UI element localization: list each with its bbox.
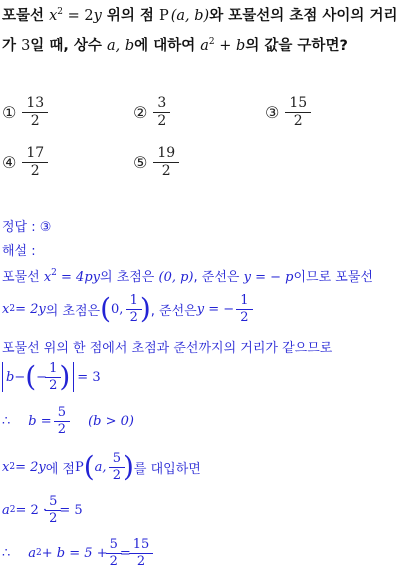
- option-5[interactable]: [133, 146, 177, 178]
- math-expr: y = −: [196, 301, 235, 317]
- abs-bar-left: [2, 362, 3, 392]
- math-result: = 5: [59, 502, 83, 518]
- denominator: 2: [109, 467, 125, 483]
- numerator: 1: [129, 293, 138, 308]
- math-fraction: [47, 495, 59, 525]
- math-expr: = 3: [77, 369, 101, 385]
- math-fraction: [56, 406, 68, 436]
- solution-line-6: [2, 452, 201, 482]
- denominator: 2: [106, 553, 122, 569]
- numerator: 5: [109, 537, 118, 552]
- solution-line-3: 포물선 위의 한 점에서 초점과 준선까지의 거리가 같으므로: [2, 341, 333, 356]
- numerator: 1: [49, 361, 58, 376]
- math-fraction: [131, 538, 152, 568]
- solution-line-2: [2, 294, 251, 324]
- numerator: 5: [57, 405, 67, 420]
- math-var: y: [93, 8, 102, 24]
- math-operator: −: [36, 369, 48, 385]
- denominator: 2: [285, 112, 311, 129]
- solution-text: 를 대입하면: [133, 461, 201, 477]
- solution-text: 의 초점은: [45, 303, 101, 319]
- numerator: 5: [49, 494, 58, 509]
- option-1[interactable]: [2, 96, 46, 128]
- math-var: x: [2, 459, 10, 475]
- question-text: 포물선: [2, 8, 50, 24]
- option-fraction: [155, 96, 168, 128]
- therefore-symbol: ∴: [2, 545, 11, 561]
- math-point-label: P: [74, 459, 84, 475]
- math-expr: = 4py: [56, 270, 100, 285]
- solution-line-1: [2, 266, 373, 285]
- math-exponent: 2: [36, 548, 42, 559]
- numerator: 1: [240, 293, 249, 308]
- solution-line-5: [2, 406, 134, 436]
- math-var: x: [49, 8, 58, 24]
- math-expr: = 2 ·: [15, 502, 48, 518]
- math-exponent: 2: [57, 7, 63, 17]
- numerator: 19: [157, 145, 176, 161]
- solution-text: , 준선은: [193, 270, 244, 285]
- option-marker: ⑤: [133, 152, 148, 172]
- option-4[interactable]: [2, 146, 46, 178]
- option-fraction: [155, 146, 177, 178]
- option-marker: ③: [265, 102, 280, 122]
- solution-text: , 준선은: [150, 303, 197, 319]
- math-exponent: 2: [51, 268, 57, 278]
- abs-bar-right: [73, 362, 74, 392]
- math-expr: = 2y: [15, 301, 46, 317]
- math-expr: = 2y: [15, 459, 46, 475]
- denominator: 2: [22, 112, 48, 129]
- math-exponent: 2: [9, 462, 16, 473]
- math-operator: −: [14, 369, 26, 385]
- denominator: 2: [153, 162, 179, 179]
- numerator: 17: [26, 145, 45, 161]
- right-paren: ): [59, 360, 71, 394]
- math-number: 0,: [111, 301, 124, 317]
- question-text: 에 대하여: [134, 38, 201, 54]
- math-exponent: 2: [9, 304, 16, 315]
- math-var: a: [28, 545, 37, 561]
- math-expr: = 2: [63, 8, 94, 24]
- math-fraction: [47, 362, 59, 392]
- denominator: 2: [153, 112, 170, 129]
- question-text: 가: [2, 38, 22, 54]
- denominator: 2: [129, 553, 154, 569]
- math-point-label: P: [158, 8, 169, 24]
- question-text: 일 때, 상수: [30, 38, 107, 54]
- math-exponent: 2: [9, 505, 16, 516]
- answer-label: 정답 : ③: [2, 220, 52, 235]
- solution-line-4: [2, 362, 101, 392]
- left-paren: (: [83, 450, 95, 484]
- option-fraction: [287, 96, 309, 128]
- math-number: 3: [21, 38, 31, 54]
- solution-line-7: [2, 495, 83, 525]
- solution-line-8: [2, 538, 151, 568]
- math-var: b: [6, 369, 15, 385]
- solution-text: 에 점: [45, 461, 75, 477]
- math-var: a: [200, 38, 209, 54]
- math-fraction: [108, 538, 120, 568]
- explanation-label: 해설 :: [2, 244, 36, 259]
- numerator: 3: [157, 95, 167, 111]
- math-var: a,: [94, 459, 107, 475]
- math-point: (0, p): [158, 270, 194, 285]
- right-paren: ): [122, 450, 134, 484]
- option-2[interactable]: [133, 96, 168, 128]
- denominator: 2: [54, 421, 70, 437]
- option-marker: ②: [133, 102, 148, 122]
- denominator: 2: [22, 162, 48, 179]
- math-fraction: [111, 452, 123, 482]
- numerator: 5: [112, 451, 121, 466]
- denominator: 2: [45, 510, 61, 526]
- right-paren: ): [139, 292, 151, 326]
- option-marker: ①: [2, 102, 17, 122]
- question-text: 와 포물선의 초점 사이의 거리: [209, 8, 398, 24]
- math-expr: b =: [28, 413, 52, 429]
- math-expr: + b: [214, 38, 246, 54]
- question-line-2: [2, 34, 348, 55]
- solution-text: 이므로 포물선: [293, 270, 373, 285]
- option-fraction: [24, 146, 46, 178]
- left-paren: (: [100, 292, 112, 326]
- math-point: (a, b): [170, 8, 210, 24]
- denominator: 2: [236, 309, 252, 325]
- denominator: 2: [45, 377, 61, 393]
- left-paren: (: [25, 360, 37, 394]
- solution-text: 포물선: [2, 270, 44, 285]
- math-fraction: [128, 294, 140, 324]
- math-var: x: [43, 270, 52, 285]
- math-vars: a, b: [106, 38, 135, 54]
- math-exponent: 2: [208, 37, 215, 47]
- question-text: 위의 점: [101, 8, 159, 24]
- therefore-symbol: ∴: [2, 413, 11, 429]
- math-operator: =: [119, 545, 131, 561]
- option-marker: ④: [2, 152, 17, 172]
- option-fraction: [24, 96, 46, 128]
- denominator: 2: [126, 309, 142, 325]
- numerator: 15: [289, 95, 308, 111]
- math-expr: + b = 5 +: [41, 545, 108, 561]
- math-expr: y = − p: [243, 270, 294, 285]
- numerator: 13: [26, 95, 45, 111]
- math-fraction: [238, 294, 250, 324]
- question-text: 의 값을 구하면?: [245, 38, 348, 54]
- solution-text: 의 초점은: [100, 270, 159, 285]
- numerator: 15: [132, 537, 150, 552]
- math-condition: (b > 0): [88, 413, 134, 429]
- math-var: x: [2, 301, 10, 317]
- option-3[interactable]: [265, 96, 309, 128]
- math-var: a: [2, 502, 10, 518]
- question-line-1: [2, 4, 397, 25]
